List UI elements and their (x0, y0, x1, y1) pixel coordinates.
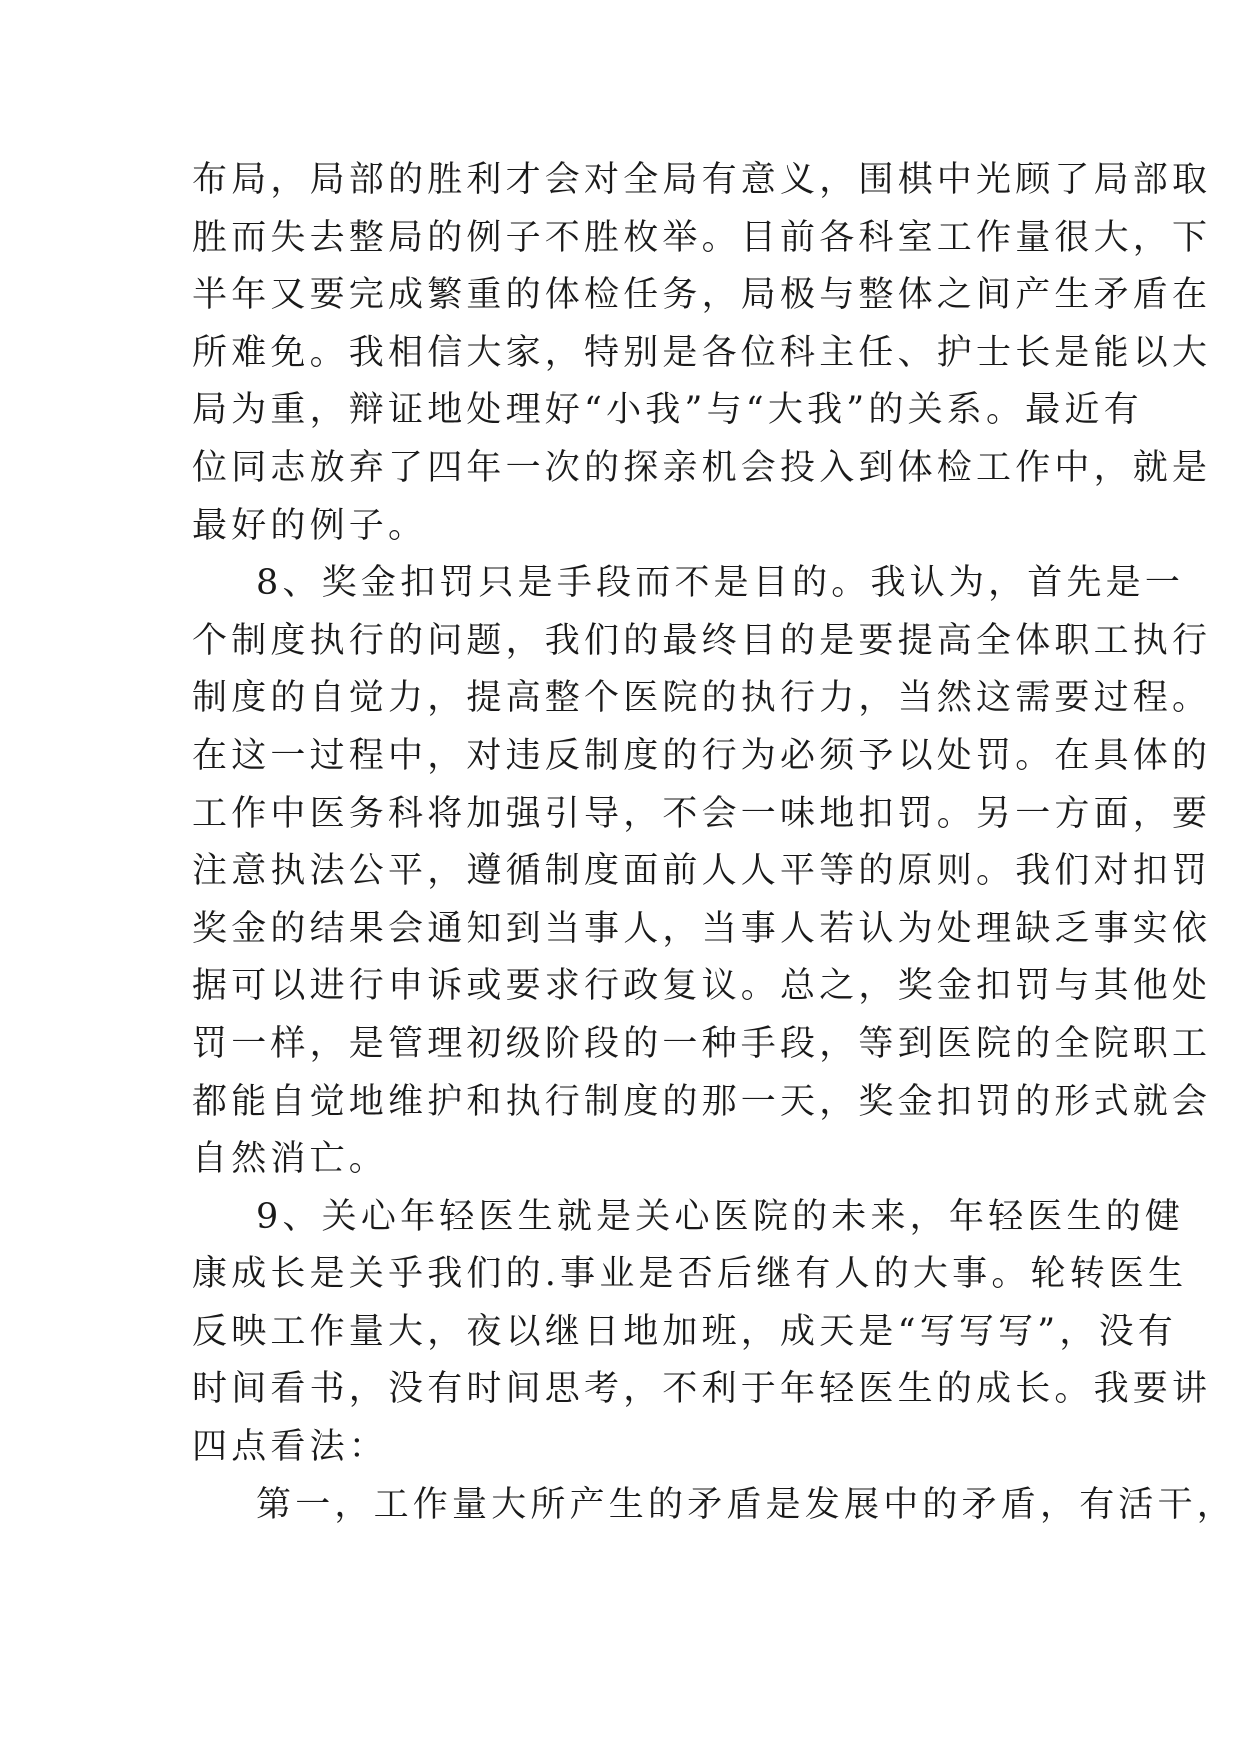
text-line: 在这一过程中，对违反制度的行为必须予以处罚。在具体的 (192, 735, 1212, 776)
text-line: 所难免。我相信大家，特别是各位科主任、护士长是能以大 (192, 332, 1212, 373)
text-line: 据可以进行申诉或要求行政复议。总之，奖金扣罚与其他处 (192, 966, 1212, 1007)
text-line: 胜而失去整局的例子不胜枚举。目前各科室工作量很大，下 (192, 217, 1212, 258)
text-line: 个制度执行的问题，我们的最终目的是要提高全体职工执行 (192, 620, 1212, 661)
paragraph-start-line: 8、奖金扣罚只是手段而不是目的。我认为，首先是一 (256, 563, 1185, 604)
text-line: 工作中医务科将加强引导，不会一味地扣罚。另一方面，要 (192, 793, 1212, 834)
paragraph-start-line: 9、关心年轻医生就是关心医院的未来，年轻医生的健 (256, 1196, 1185, 1237)
text-line: 康成长是关乎我们的.事业是否后继有人的大事。轮转医生 (192, 1254, 1188, 1295)
text-line: 都能自觉地维护和执行制度的那一天，奖金扣罚的形式就会 (192, 1081, 1212, 1122)
text-line: 奖金的结果会通知到当事人，当事人若认为处理缺乏事实依 (192, 908, 1212, 949)
text-line: 最好的例子。 (192, 505, 428, 546)
text-line: 自然消亡。 (192, 1139, 389, 1180)
paragraph-start-line: 第一，工作量大所产生的矛盾是发展中的矛盾，有活干， (256, 1484, 1237, 1525)
text-line: 罚一样，是管理初级阶段的一种手段，等到医院的全院职工 (192, 1023, 1212, 1064)
text-line: 制度的自觉力，提高整个医院的执行力，当然这需要过程。 (192, 678, 1212, 719)
text-line: 位同志放弃了四年一次的探亲机会投入到体检工作中，就是 (192, 447, 1212, 488)
body-text (192, 152, 1237, 1534)
text-line: 注意执法公平，遵循制度面前人人平等的原则。我们对扣罚 (192, 851, 1212, 892)
text-line: 四点看法： (192, 1427, 389, 1468)
text-line: 反映工作量大，夜以继日地加班，成天是“写写写”，没有 (192, 1311, 1177, 1352)
text-line: 布局，局部的胜利才会对全局有意义，围棋中光顾了局部取 (192, 160, 1212, 200)
text-line: 时间看书，没有时间思考，不利于年轻医生的成长。我要讲 (192, 1369, 1212, 1410)
text-line: 半年又要完成繁重的体检任务，局极与整体之间产生矛盾在 (192, 275, 1212, 316)
text-line: 局为重，辩证地处理好“小我”与“大我”的关系。最近有 (192, 390, 1143, 431)
